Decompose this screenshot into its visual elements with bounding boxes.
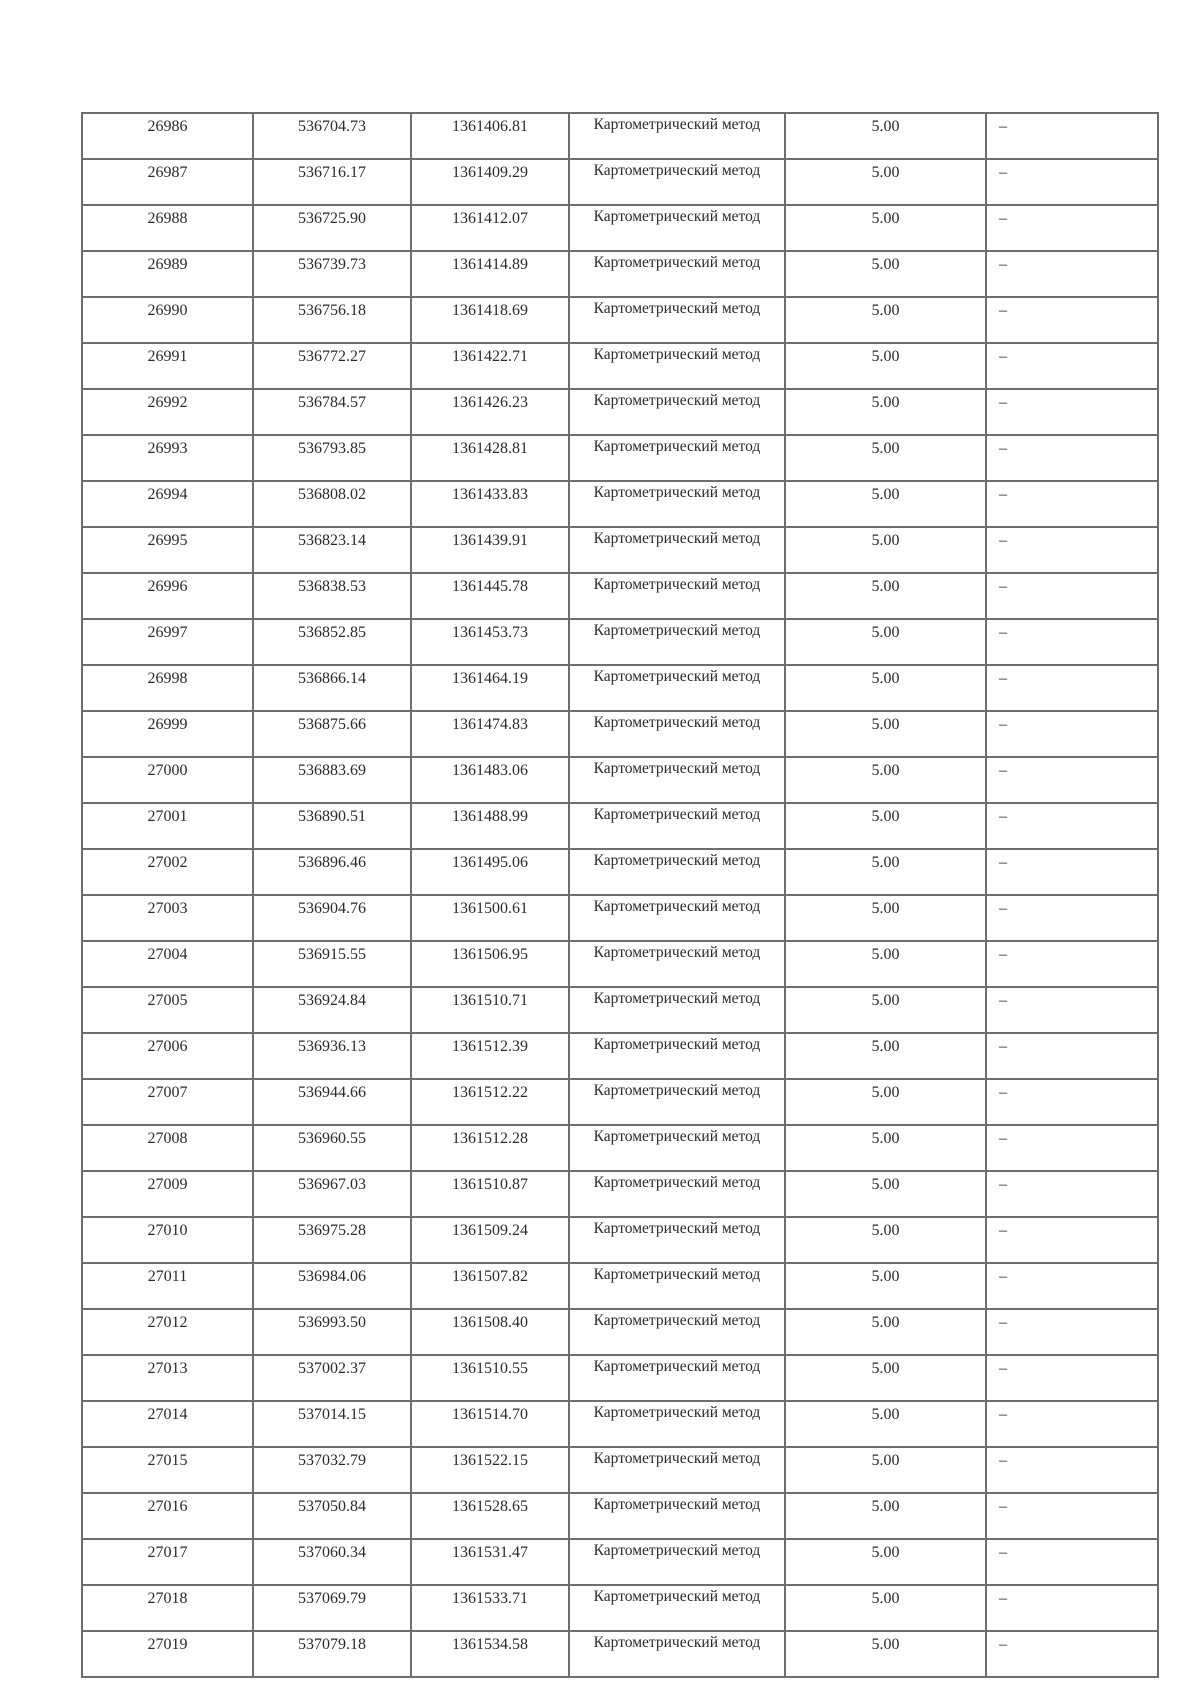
y-coordinate-cell: 1361509.24 [411, 1217, 569, 1263]
y-coordinate-cell: 1361507.82 [411, 1263, 569, 1309]
accuracy-cell: 5.00 [785, 389, 986, 435]
y-coordinate-cell: 1361508.40 [411, 1309, 569, 1355]
y-coordinate-cell: 1361418.69 [411, 297, 569, 343]
table-row [82, 205, 1158, 251]
method-cell: Картометрический метод [569, 895, 785, 941]
table-row [82, 1125, 1158, 1171]
note-cell: – [986, 1585, 1158, 1631]
accuracy-cell: 5.00 [785, 1309, 986, 1355]
point-number-cell: 26988 [82, 205, 253, 251]
note-cell: – [986, 711, 1158, 757]
y-coordinate-cell: 1361533.71 [411, 1585, 569, 1631]
table-row [82, 987, 1158, 1033]
accuracy-cell: 5.00 [785, 113, 986, 159]
point-number-cell: 27012 [82, 1309, 253, 1355]
x-coordinate-cell: 536975.28 [253, 1217, 411, 1263]
x-coordinate-cell: 536936.13 [253, 1033, 411, 1079]
accuracy-cell: 5.00 [785, 1585, 986, 1631]
table-row [82, 1309, 1158, 1355]
method-cell: Картометрический метод [569, 803, 785, 849]
accuracy-cell: 5.00 [785, 1447, 986, 1493]
note-cell: – [986, 435, 1158, 481]
note-cell: – [986, 895, 1158, 941]
point-number-cell: 26997 [82, 619, 253, 665]
method-cell: Картометрический метод [569, 849, 785, 895]
x-coordinate-cell: 536967.03 [253, 1171, 411, 1217]
table-row [82, 665, 1158, 711]
table-row [82, 803, 1158, 849]
method-cell: Картометрический метод [569, 251, 785, 297]
accuracy-cell: 5.00 [785, 1171, 986, 1217]
note-cell: – [986, 1217, 1158, 1263]
table-row [82, 1401, 1158, 1447]
point-number-cell: 26990 [82, 297, 253, 343]
y-coordinate-cell: 1361510.71 [411, 987, 569, 1033]
note-cell: – [986, 1631, 1158, 1677]
point-number-cell: 26991 [82, 343, 253, 389]
method-cell: Картометрический метод [569, 1539, 785, 1585]
note-cell: – [986, 481, 1158, 527]
x-coordinate-cell: 537014.15 [253, 1401, 411, 1447]
y-coordinate-cell: 1361512.22 [411, 1079, 569, 1125]
x-coordinate-cell: 536993.50 [253, 1309, 411, 1355]
method-cell: Картометрический метод [569, 1217, 785, 1263]
accuracy-cell: 5.00 [785, 1125, 986, 1171]
note-cell: – [986, 251, 1158, 297]
x-coordinate-cell: 537069.79 [253, 1585, 411, 1631]
method-cell: Картометрический метод [569, 527, 785, 573]
y-coordinate-cell: 1361433.83 [411, 481, 569, 527]
method-cell: Картометрический метод [569, 435, 785, 481]
point-number-cell: 27001 [82, 803, 253, 849]
table-row [82, 343, 1158, 389]
accuracy-cell: 5.00 [785, 205, 986, 251]
point-number-cell: 27010 [82, 1217, 253, 1263]
accuracy-cell: 5.00 [785, 1079, 986, 1125]
x-coordinate-cell: 536716.17 [253, 159, 411, 205]
accuracy-cell: 5.00 [785, 1493, 986, 1539]
table-row [82, 1539, 1158, 1585]
method-cell: Картометрический метод [569, 343, 785, 389]
table-row [82, 1033, 1158, 1079]
point-number-cell: 26995 [82, 527, 253, 573]
accuracy-cell: 5.00 [785, 1263, 986, 1309]
method-cell: Картометрический метод [569, 1171, 785, 1217]
x-coordinate-cell: 536739.73 [253, 251, 411, 297]
accuracy-cell: 5.00 [785, 1631, 986, 1677]
note-cell: – [986, 205, 1158, 251]
table-row [82, 159, 1158, 205]
point-number-cell: 27003 [82, 895, 253, 941]
x-coordinate-cell: 537079.18 [253, 1631, 411, 1677]
note-cell: – [986, 159, 1158, 205]
accuracy-cell: 5.00 [785, 435, 986, 481]
note-cell: – [986, 1125, 1158, 1171]
table-row [82, 757, 1158, 803]
method-cell: Картометрический метод [569, 159, 785, 205]
accuracy-cell: 5.00 [785, 1401, 986, 1447]
table-row [82, 389, 1158, 435]
table-row [82, 527, 1158, 573]
point-number-cell: 26993 [82, 435, 253, 481]
x-coordinate-cell: 536915.55 [253, 941, 411, 987]
y-coordinate-cell: 1361528.65 [411, 1493, 569, 1539]
y-coordinate-cell: 1361488.99 [411, 803, 569, 849]
x-coordinate-cell: 537060.34 [253, 1539, 411, 1585]
method-cell: Картометрический метод [569, 1493, 785, 1539]
table-row [82, 895, 1158, 941]
x-coordinate-cell: 536823.14 [253, 527, 411, 573]
y-coordinate-cell: 1361512.28 [411, 1125, 569, 1171]
note-cell: – [986, 113, 1158, 159]
table-row [82, 1079, 1158, 1125]
method-cell: Картометрический метод [569, 481, 785, 527]
x-coordinate-cell: 536793.85 [253, 435, 411, 481]
point-number-cell: 27006 [82, 1033, 253, 1079]
x-coordinate-cell: 536883.69 [253, 757, 411, 803]
point-number-cell: 26999 [82, 711, 253, 757]
x-coordinate-cell: 537032.79 [253, 1447, 411, 1493]
y-coordinate-cell: 1361464.19 [411, 665, 569, 711]
accuracy-cell: 5.00 [785, 159, 986, 205]
x-coordinate-cell: 536725.90 [253, 205, 411, 251]
x-coordinate-cell: 536875.66 [253, 711, 411, 757]
x-coordinate-cell: 536984.06 [253, 1263, 411, 1309]
point-number-cell: 27019 [82, 1631, 253, 1677]
x-coordinate-cell: 536944.66 [253, 1079, 411, 1125]
y-coordinate-cell: 1361445.78 [411, 573, 569, 619]
accuracy-cell: 5.00 [785, 1539, 986, 1585]
table-row [82, 1217, 1158, 1263]
y-coordinate-cell: 1361510.55 [411, 1355, 569, 1401]
y-coordinate-cell: 1361483.06 [411, 757, 569, 803]
note-cell: – [986, 1539, 1158, 1585]
x-coordinate-cell: 536756.18 [253, 297, 411, 343]
method-cell: Картометрический метод [569, 1447, 785, 1493]
x-coordinate-cell: 536704.73 [253, 113, 411, 159]
point-number-cell: 27005 [82, 987, 253, 1033]
table-row [82, 1355, 1158, 1401]
point-number-cell: 26987 [82, 159, 253, 205]
point-number-cell: 26992 [82, 389, 253, 435]
table-row [82, 573, 1158, 619]
point-number-cell: 27013 [82, 1355, 253, 1401]
point-number-cell: 27002 [82, 849, 253, 895]
point-number-cell: 26994 [82, 481, 253, 527]
note-cell: – [986, 803, 1158, 849]
note-cell: – [986, 1401, 1158, 1447]
accuracy-cell: 5.00 [785, 527, 986, 573]
method-cell: Картометрический метод [569, 1401, 785, 1447]
accuracy-cell: 5.00 [785, 619, 986, 665]
table-row [82, 1493, 1158, 1539]
note-cell: – [986, 1493, 1158, 1539]
method-cell: Картометрический метод [569, 573, 785, 619]
point-number-cell: 27009 [82, 1171, 253, 1217]
accuracy-cell: 5.00 [785, 1033, 986, 1079]
x-coordinate-cell: 536896.46 [253, 849, 411, 895]
point-number-cell: 26986 [82, 113, 253, 159]
method-cell: Картометрический метод [569, 987, 785, 1033]
point-number-cell: 27016 [82, 1493, 253, 1539]
accuracy-cell: 5.00 [785, 1217, 986, 1263]
point-number-cell: 27011 [82, 1263, 253, 1309]
method-cell: Картометрический метод [569, 1263, 785, 1309]
x-coordinate-cell: 536838.53 [253, 573, 411, 619]
method-cell: Картометрический метод [569, 1585, 785, 1631]
note-cell: – [986, 757, 1158, 803]
method-cell: Картометрический метод [569, 1125, 785, 1171]
table-row [82, 481, 1158, 527]
point-number-cell: 26989 [82, 251, 253, 297]
table-row [82, 1631, 1158, 1677]
table-row [82, 711, 1158, 757]
note-cell: – [986, 343, 1158, 389]
method-cell: Картометрический метод [569, 941, 785, 987]
y-coordinate-cell: 1361406.81 [411, 113, 569, 159]
y-coordinate-cell: 1361412.07 [411, 205, 569, 251]
x-coordinate-cell: 536924.84 [253, 987, 411, 1033]
point-number-cell: 27000 [82, 757, 253, 803]
method-cell: Картометрический метод [569, 389, 785, 435]
table-row [82, 941, 1158, 987]
note-cell: – [986, 297, 1158, 343]
y-coordinate-cell: 1361453.73 [411, 619, 569, 665]
x-coordinate-cell: 537002.37 [253, 1355, 411, 1401]
x-coordinate-cell: 536866.14 [253, 665, 411, 711]
accuracy-cell: 5.00 [785, 941, 986, 987]
method-cell: Картометрический метод [569, 619, 785, 665]
y-coordinate-cell: 1361495.06 [411, 849, 569, 895]
method-cell: Картометрический метод [569, 297, 785, 343]
note-cell: – [986, 849, 1158, 895]
method-cell: Картометрический метод [569, 1631, 785, 1677]
note-cell: – [986, 1033, 1158, 1079]
x-coordinate-cell: 536772.27 [253, 343, 411, 389]
accuracy-cell: 5.00 [785, 895, 986, 941]
coordinates-table [81, 112, 1159, 1678]
method-cell: Картометрический метод [569, 1309, 785, 1355]
x-coordinate-cell: 536904.76 [253, 895, 411, 941]
accuracy-cell: 5.00 [785, 665, 986, 711]
note-cell: – [986, 1263, 1158, 1309]
table-row [82, 1447, 1158, 1493]
method-cell: Картометрический метод [569, 113, 785, 159]
x-coordinate-cell: 537050.84 [253, 1493, 411, 1539]
table-row [82, 297, 1158, 343]
y-coordinate-cell: 1361409.29 [411, 159, 569, 205]
y-coordinate-cell: 1361428.81 [411, 435, 569, 481]
x-coordinate-cell: 536890.51 [253, 803, 411, 849]
point-number-cell: 27018 [82, 1585, 253, 1631]
accuracy-cell: 5.00 [785, 849, 986, 895]
y-coordinate-cell: 1361506.95 [411, 941, 569, 987]
table-row [82, 1171, 1158, 1217]
note-cell: – [986, 389, 1158, 435]
y-coordinate-cell: 1361414.89 [411, 251, 569, 297]
accuracy-cell: 5.00 [785, 757, 986, 803]
point-number-cell: 27014 [82, 1401, 253, 1447]
method-cell: Картометрический метод [569, 205, 785, 251]
table-row [82, 1263, 1158, 1309]
accuracy-cell: 5.00 [785, 573, 986, 619]
table-row [82, 113, 1158, 159]
note-cell: – [986, 619, 1158, 665]
y-coordinate-cell: 1361531.47 [411, 1539, 569, 1585]
y-coordinate-cell: 1361510.87 [411, 1171, 569, 1217]
y-coordinate-cell: 1361512.39 [411, 1033, 569, 1079]
note-cell: – [986, 573, 1158, 619]
x-coordinate-cell: 536784.57 [253, 389, 411, 435]
note-cell: – [986, 987, 1158, 1033]
x-coordinate-cell: 536852.85 [253, 619, 411, 665]
table-row [82, 251, 1158, 297]
point-number-cell: 27004 [82, 941, 253, 987]
note-cell: – [986, 1355, 1158, 1401]
y-coordinate-cell: 1361422.71 [411, 343, 569, 389]
x-coordinate-cell: 536960.55 [253, 1125, 411, 1171]
note-cell: – [986, 527, 1158, 573]
point-number-cell: 27007 [82, 1079, 253, 1125]
point-number-cell: 27017 [82, 1539, 253, 1585]
method-cell: Картометрический метод [569, 1033, 785, 1079]
point-number-cell: 27008 [82, 1125, 253, 1171]
accuracy-cell: 5.00 [785, 297, 986, 343]
note-cell: – [986, 941, 1158, 987]
method-cell: Картометрический метод [569, 711, 785, 757]
y-coordinate-cell: 1361514.70 [411, 1401, 569, 1447]
y-coordinate-cell: 1361522.15 [411, 1447, 569, 1493]
table-row [82, 1585, 1158, 1631]
method-cell: Картометрический метод [569, 757, 785, 803]
y-coordinate-cell: 1361474.83 [411, 711, 569, 757]
coordinates-table-body [82, 113, 1158, 1677]
note-cell: – [986, 665, 1158, 711]
accuracy-cell: 5.00 [785, 711, 986, 757]
accuracy-cell: 5.00 [785, 481, 986, 527]
note-cell: – [986, 1309, 1158, 1355]
table-row [82, 435, 1158, 481]
accuracy-cell: 5.00 [785, 1355, 986, 1401]
point-number-cell: 26998 [82, 665, 253, 711]
y-coordinate-cell: 1361534.58 [411, 1631, 569, 1677]
point-number-cell: 27015 [82, 1447, 253, 1493]
method-cell: Картометрический метод [569, 1079, 785, 1125]
table-row [82, 849, 1158, 895]
y-coordinate-cell: 1361439.91 [411, 527, 569, 573]
note-cell: – [986, 1079, 1158, 1125]
accuracy-cell: 5.00 [785, 803, 986, 849]
table-row [82, 619, 1158, 665]
note-cell: – [986, 1447, 1158, 1493]
accuracy-cell: 5.00 [785, 251, 986, 297]
y-coordinate-cell: 1361426.23 [411, 389, 569, 435]
x-coordinate-cell: 536808.02 [253, 481, 411, 527]
point-number-cell: 26996 [82, 573, 253, 619]
method-cell: Картометрический метод [569, 1355, 785, 1401]
accuracy-cell: 5.00 [785, 343, 986, 389]
note-cell: – [986, 1171, 1158, 1217]
method-cell: Картометрический метод [569, 665, 785, 711]
y-coordinate-cell: 1361500.61 [411, 895, 569, 941]
accuracy-cell: 5.00 [785, 987, 986, 1033]
